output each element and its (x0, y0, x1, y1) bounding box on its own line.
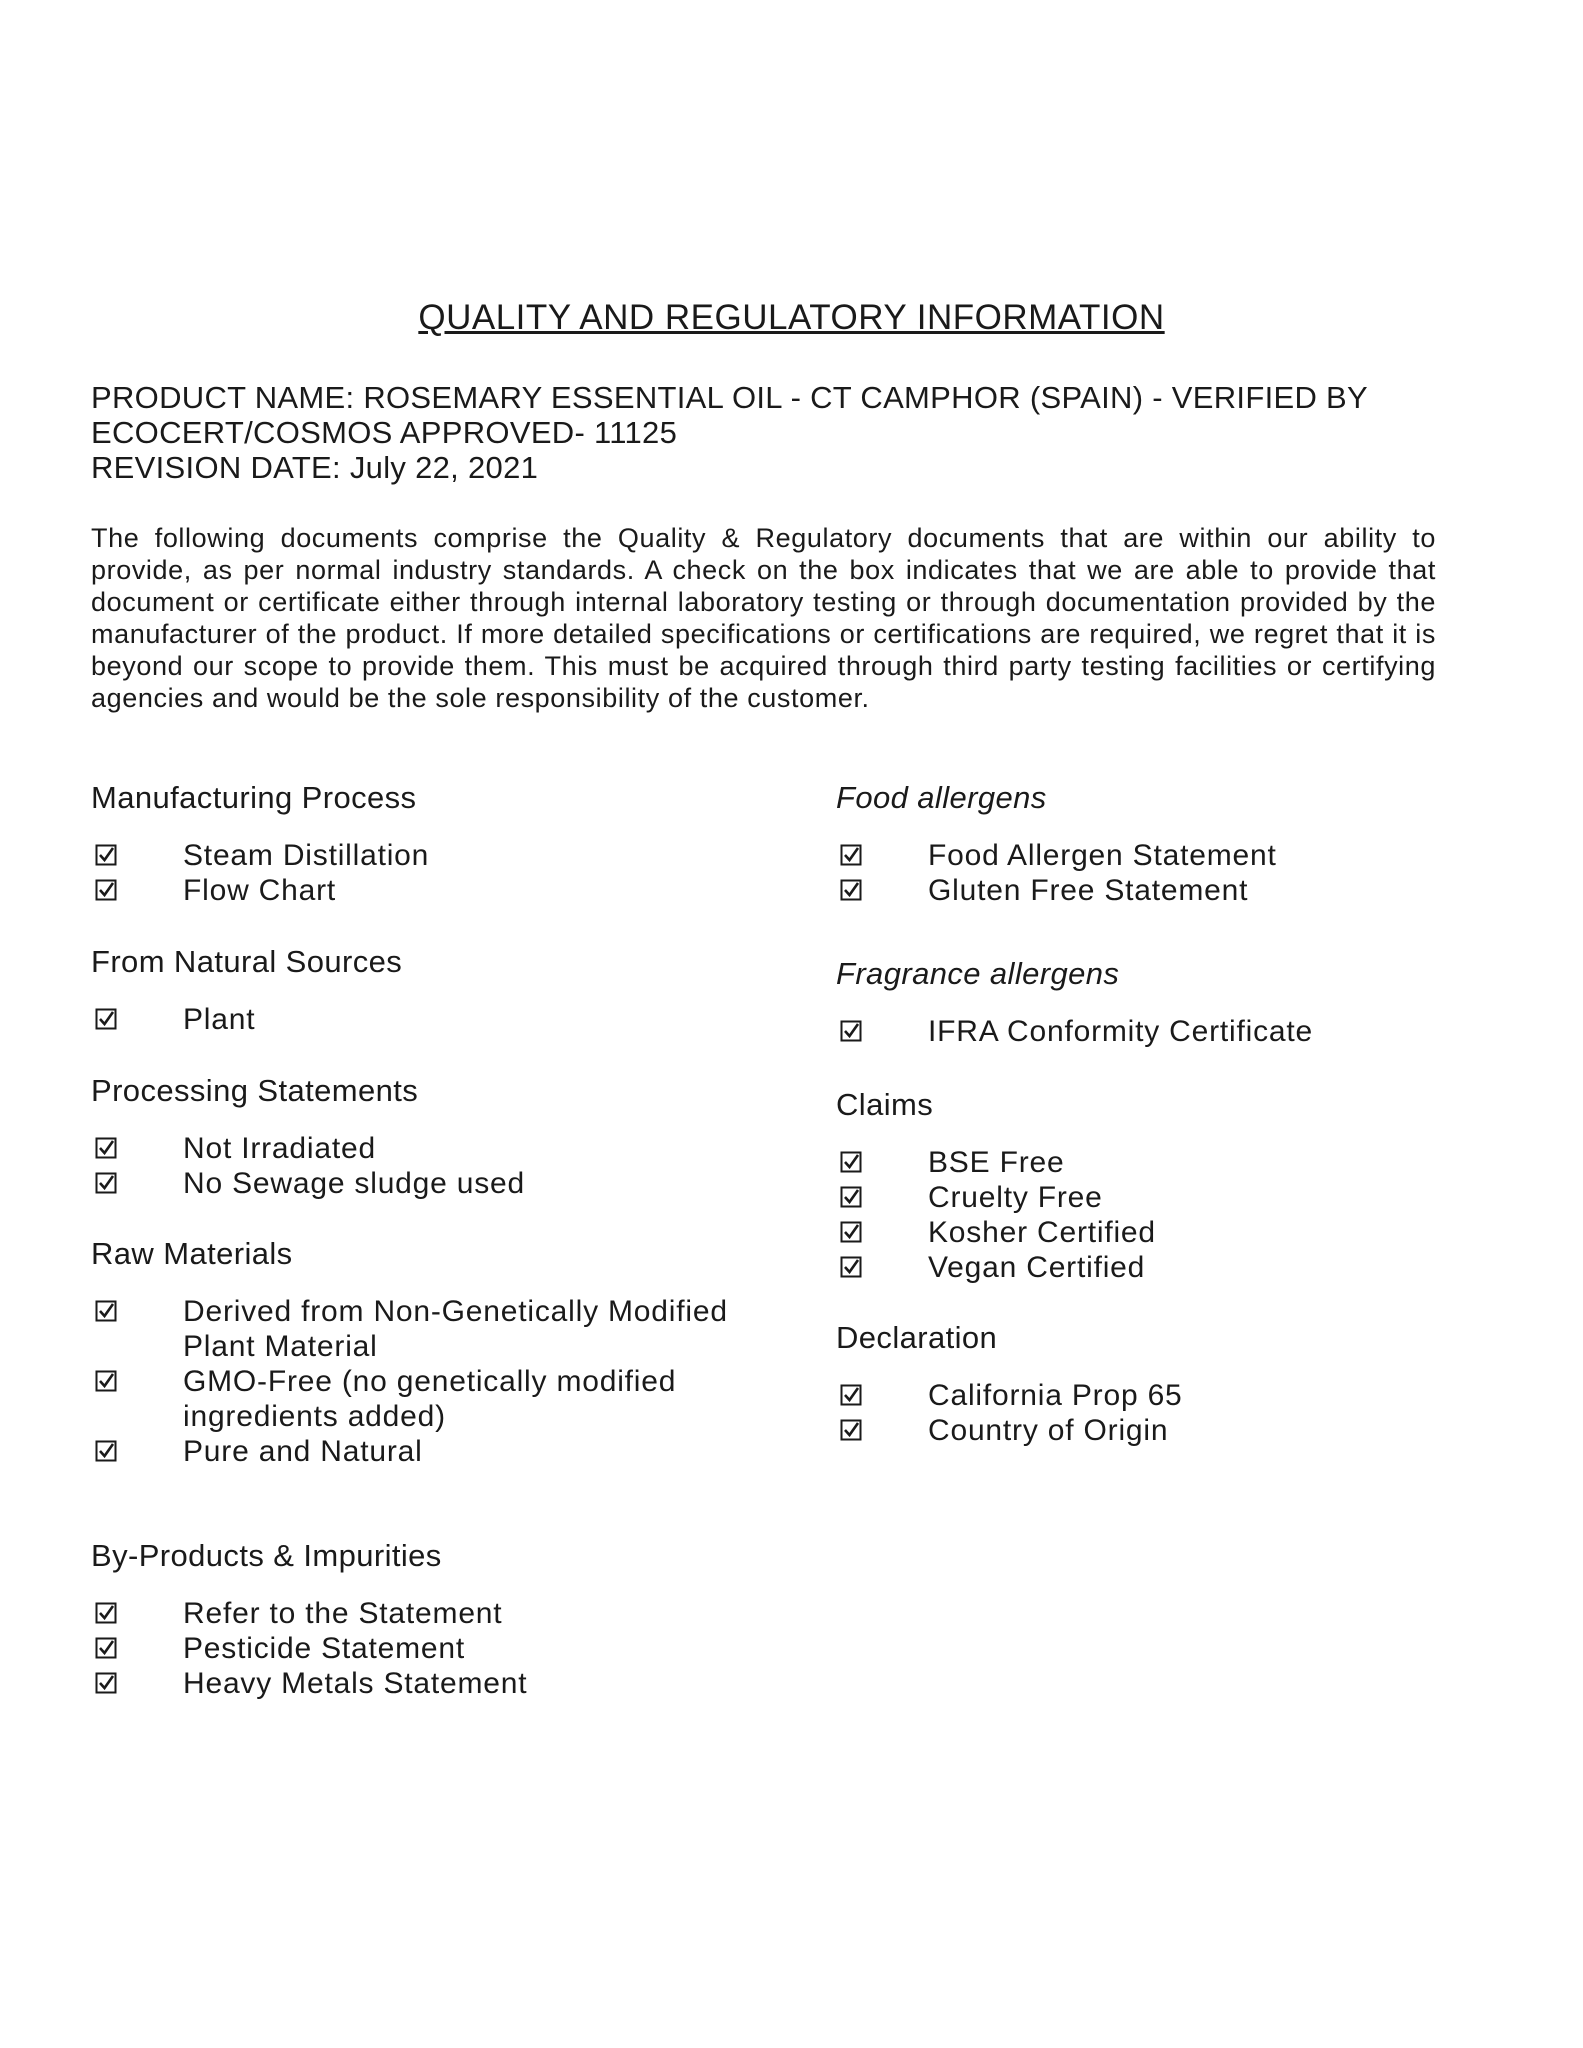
checklist-item-label: IFRA Conformity Certificate (928, 1015, 1314, 1048)
checklist-item (91, 873, 751, 908)
checked-box-icon (95, 1300, 117, 1322)
checklist-item-label: Flow Chart (183, 874, 337, 907)
checked-box-icon (95, 1008, 117, 1030)
section-natural-sources (91, 944, 751, 1037)
section-claims (836, 1087, 1496, 1285)
checked-box-icon (840, 1256, 862, 1278)
checklist-item-label: Refer to the Statement (183, 1597, 503, 1630)
checklist-item (836, 873, 1496, 908)
checklist-item (91, 838, 751, 873)
checklist-item (91, 1002, 751, 1037)
checklist (91, 838, 751, 908)
checklist-item-label: Kosher Certified (928, 1216, 1156, 1249)
section-heading: By-Products & Impurities (91, 1538, 442, 1573)
checklist-item-label: BSE Free (928, 1146, 1065, 1179)
checked-box-icon (95, 844, 117, 866)
section-processing-statements (91, 1073, 751, 1201)
section-heading: Raw Materials (91, 1236, 293, 1271)
checked-box-icon (840, 879, 862, 901)
page-title: QUALITY AND REGULATORY INFORMATION (418, 298, 1165, 337)
checklist-item-label: Food Allergen Statement (928, 839, 1277, 872)
section-heading: Claims (836, 1087, 934, 1122)
section-manufacturing-process (91, 780, 751, 908)
checklist-item-label: Cruelty Free (928, 1181, 1103, 1214)
checklist-item (91, 1596, 751, 1631)
checked-box-icon (840, 1151, 862, 1173)
checked-box-icon (840, 1020, 862, 1042)
checklist-item (836, 1145, 1496, 1180)
intro-paragraph: The following documents comprise the Quality & Regulatory documents that are within our ability to provide, as per normal industry standards. A check on the box indicates that we are able to provide that document or certificate either through internal laboratory testing or through documentation provided by the manufacturer of the product. If more detailed specifications or certifications are required, we regret that it is beyond our scope to provide them. This must be acquired through third party testing facilities or certifying agencies and would be the sole responsibility of the customer. (91, 523, 1436, 713)
section-heading: From Natural Sources (91, 944, 403, 979)
checklist-item-label: Not Irradiated (183, 1132, 376, 1165)
checked-box-icon (95, 1440, 117, 1462)
checked-box-icon (840, 1384, 862, 1406)
checklist-item-label: No Sewage sludge used (183, 1167, 526, 1200)
section-heading: Manufacturing Process (91, 780, 417, 815)
checked-box-icon (95, 1137, 117, 1159)
section-food-allergens (836, 780, 1496, 908)
checked-box-icon (95, 1172, 117, 1194)
checklist (91, 1294, 751, 1469)
section-heading: Processing Statements (91, 1073, 419, 1108)
checklist-item-label: Pesticide Statement (183, 1632, 466, 1665)
checklist (91, 1002, 751, 1037)
checklist-item (91, 1166, 751, 1201)
checklist-item-label: GMO-Free (no genetically modified ingredients added) (183, 1365, 677, 1433)
checked-box-icon (840, 1419, 862, 1441)
checklist-item-label: Steam Distillation (183, 839, 430, 872)
checklist (91, 1131, 751, 1201)
checklist-item-label: Country of Origin (928, 1414, 1169, 1447)
checklist-item (836, 1215, 1496, 1250)
checklist-item-label: Pure and Natural (183, 1435, 423, 1468)
checklist-item (836, 1180, 1496, 1215)
checked-box-icon (840, 1186, 862, 1208)
checklist-item (836, 1014, 1496, 1049)
checklist-item (91, 1434, 751, 1469)
product-name-line: PRODUCT NAME: ROSEMARY ESSENTIAL OIL - CT CAMPHOR (SPAIN) - VERIFIED BY (91, 380, 1369, 415)
section-heading: Fragrance allergens (836, 956, 1120, 991)
product-info (91, 380, 1451, 485)
checked-box-icon (95, 1370, 117, 1392)
checklist (836, 1378, 1496, 1448)
checklist-item (91, 1294, 751, 1364)
checked-box-icon (95, 1637, 117, 1659)
checklist (836, 838, 1496, 908)
checklist-item (91, 1364, 751, 1434)
section-heading: Declaration (836, 1320, 998, 1355)
checked-box-icon (840, 844, 862, 866)
checklist (91, 1596, 751, 1701)
checklist-item-label: Gluten Free Statement (928, 874, 1249, 907)
checklist-item (91, 1631, 751, 1666)
revision-date: REVISION DATE: July 22, 2021 (91, 450, 539, 485)
section-fragrance-allergens (836, 956, 1496, 1049)
section-declaration (836, 1320, 1496, 1448)
checked-box-icon (840, 1221, 862, 1243)
checked-box-icon (95, 1602, 117, 1624)
checklist-item-label: Vegan Certified (928, 1251, 1146, 1284)
checklist-item-label: California Prop 65 (928, 1379, 1183, 1412)
checklist-item (836, 838, 1496, 873)
checklist (836, 1014, 1496, 1049)
section-by-products (91, 1538, 751, 1701)
checklist-item-label: Plant (183, 1003, 256, 1036)
section-raw-materials (91, 1236, 751, 1469)
checklist-item-label: Heavy Metals Statement (183, 1667, 528, 1700)
checklist-item (91, 1666, 751, 1701)
checklist-item-label: Derived from Non-Genetically Modified Plant Material (183, 1295, 728, 1363)
checked-box-icon (95, 879, 117, 901)
checklist-item (836, 1413, 1496, 1448)
checklist-item (836, 1378, 1496, 1413)
checklist-item (91, 1131, 751, 1166)
product-name-line-2: ECOCERT/COSMOS APPROVED- 11125 (91, 415, 678, 450)
checklist-item (836, 1250, 1496, 1285)
section-heading: Food allergens (836, 780, 1047, 815)
checked-box-icon (95, 1672, 117, 1694)
checklist (836, 1145, 1496, 1285)
